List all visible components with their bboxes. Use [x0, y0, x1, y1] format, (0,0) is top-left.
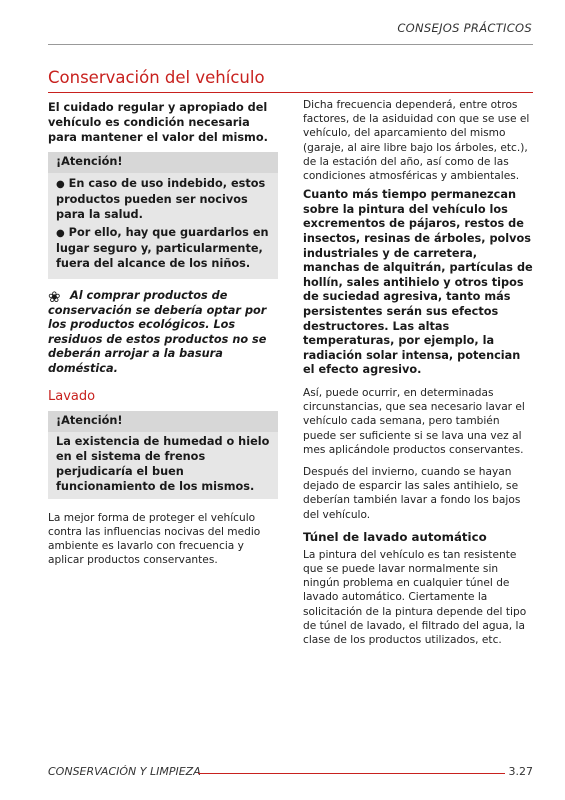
flower-icon: ❀: [48, 288, 61, 306]
body-paragraph: Así, puede ocurrir, en determinadas circunstancias, que sea necesario lavar el vehículo cada semana, pero también puede ser suficiente si se lava una vez al mes aplicándole productos conservantes.: [303, 386, 525, 456]
footer-section: CONSERVACIÓN Y LIMPIEZA: [48, 765, 201, 778]
bold-paragraph: Cuanto más tiempo permanezcan sobre la pintura del vehículo los excrementos de pájaros, restos de insectos, resinas de árboles, polvos industriales y de carretera, manchas de alquitrán, partículas de hollín, sales antihielo y otros tipos de suciedad agresiva, tanto más persistentes serán sus efectos destructores. Las altas temperaturas, por ejemplo, la radiación solar intensa, potencian el efecto agresivo.: [303, 188, 533, 377]
warning-box: [48, 152, 278, 279]
environment-note: ❀ Al comprar productos de conservación se debería optar por los productos ecológicos. Los residuos de estos productos no se deberán arrojar a la basura doméstica.: [48, 288, 267, 375]
subheading-tunel: Túnel de lavado automático: [303, 529, 487, 544]
section-heading-lavado: Lavado: [48, 388, 96, 404]
footer-rule: [198, 773, 505, 774]
warning-body: [48, 173, 278, 279]
title-rule: [48, 92, 533, 93]
body-paragraph: Dicha frecuencia dependerá, entre otros factores, de la asiduidad con que se use el vehículo, del aparcamiento del mismo (garaje, al aire libre bajo los árboles, etc.), de la estación del año, así como de las condiciones atmosféricas y ambientales.: [303, 99, 530, 183]
right-column: [303, 98, 533, 647]
header-rule: [48, 44, 533, 45]
page-title: Conservación del vehículo: [48, 68, 265, 87]
warning-heading: ¡Atención!: [48, 411, 278, 432]
bullet-icon: ●: [56, 228, 65, 239]
page-number: 3.27: [508, 765, 533, 778]
running-header: CONSEJOS PRÁCTICOS: [397, 21, 532, 35]
body-paragraph: La pintura del vehículo es tan resistente que se puede lavar normalmente sin ningún problema en cualquier túnel de lavado automático. Ciertamente la solicitación de la pintura depende del tipo de túnel de lavado, el filtrado del agua, la clase de los productos utilizados, etc.: [303, 548, 527, 646]
body-paragraph: La mejor forma de proteger el vehículo contra las influencias nocivas del medio ambiente es lavarlo con frecuencia y aplicar productos conservantes.: [48, 511, 261, 567]
body-paragraph: Después del invierno, cuando se hayan dejado de esparcir las sales antihielo, se deberían también lavar a fondo los bajos del vehículo.: [303, 465, 521, 521]
warning-body: La existencia de humedad o hielo en el sistema de frenos perjudicaría el buen funcionamiento de los mismos.: [56, 434, 270, 493]
warning-box: [48, 411, 278, 499]
warning-item: ● Por ello, hay que guardarlos en lugar seguro y, particularmente, fuera del alcance de los niños.: [56, 226, 269, 270]
left-column: [48, 98, 278, 567]
intro-paragraph: El cuidado regular y apropiado del vehículo es condición necesaria para mantener el valor del mismo.: [48, 101, 268, 144]
warning-heading: ¡Atención!: [48, 152, 278, 173]
warning-item: ● En caso de uso indebido, estos productos pueden ser nocivos para la salud.: [56, 177, 266, 221]
bullet-icon: ●: [56, 179, 65, 190]
